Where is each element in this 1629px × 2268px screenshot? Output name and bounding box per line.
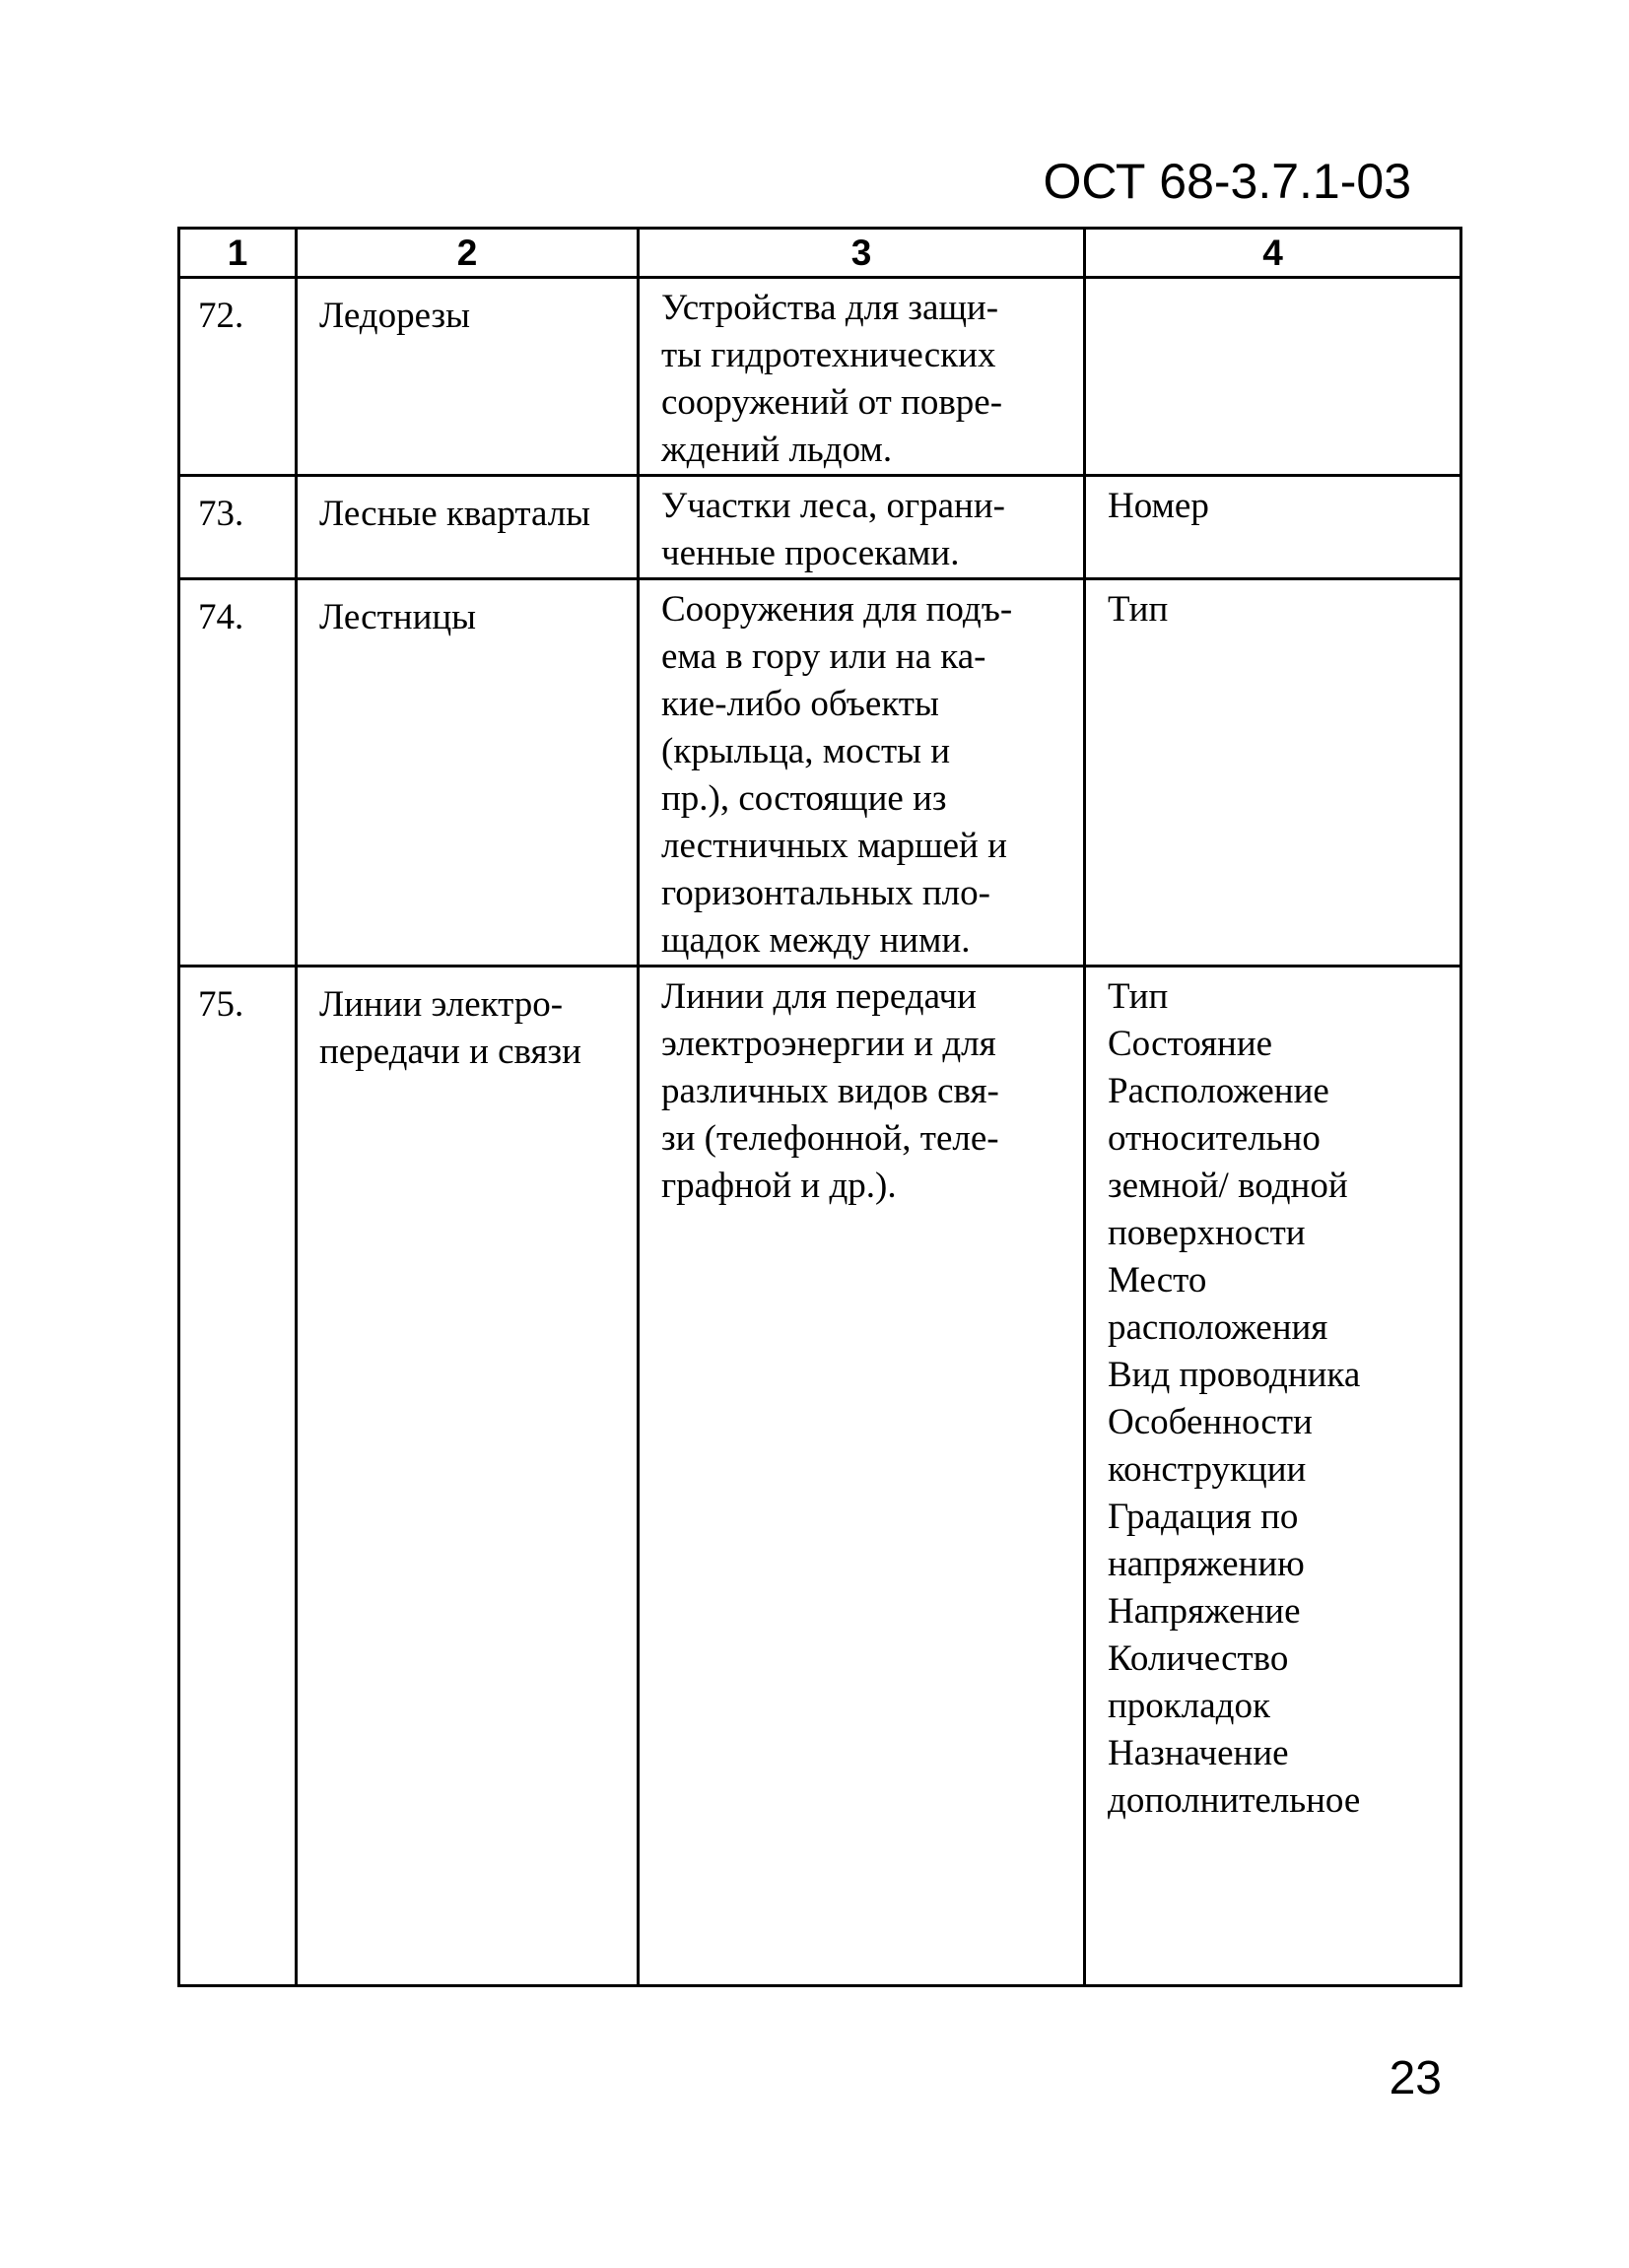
description-cell-line: зи (телефонной, теле- <box>661 1118 999 1159</box>
description-cell-line: Устройства для защи- <box>661 288 999 328</box>
attributes-cell-line: Вид проводника <box>1108 1355 1361 1395</box>
term-cell-line: Лестницы <box>319 597 477 637</box>
description-cell-line: ждений льдом. <box>661 430 893 470</box>
attributes-cell-line: дополнительное <box>1108 1780 1361 1821</box>
attributes-cell-line: Напряжение <box>1108 1591 1301 1632</box>
description-cell-line: ема в гору или на ка- <box>661 636 986 677</box>
description-cell <box>639 967 1085 1986</box>
description-cell-line: Сооружения для подъ- <box>661 589 1013 630</box>
description-cell-line: (крыльца, мосты и <box>661 731 951 771</box>
row-number: 75. <box>179 967 297 1986</box>
attributes-cell-line: Тип <box>1108 589 1169 630</box>
description-cell-line: щадок между ними. <box>661 920 971 961</box>
term-cell-line: Лесные кварталы <box>319 494 591 534</box>
description-cell-line: ты гидротехнических <box>661 335 996 375</box>
attributes-cell-line: Количество <box>1108 1638 1289 1679</box>
attributes-cell <box>1085 967 1461 1986</box>
attributes-cell-line: относительно <box>1108 1118 1321 1159</box>
term-cell-line: Линии электро- <box>319 984 564 1025</box>
column-header-2: 2 <box>297 229 639 278</box>
row-number: 74. <box>179 579 297 967</box>
attributes-cell-line: Место <box>1108 1260 1207 1301</box>
attributes-cell-line: Расположение <box>1108 1071 1329 1111</box>
description-cell-line: различных видов свя- <box>661 1071 999 1111</box>
description-cell <box>639 476 1085 579</box>
table-row <box>179 278 1461 476</box>
attributes-cell-line: напряжению <box>1108 1544 1305 1584</box>
attributes-cell-line: Состояние <box>1108 1024 1273 1064</box>
term-cell-line: передачи и связи <box>319 1032 581 1072</box>
row-number: 73. <box>179 476 297 579</box>
table-row <box>179 476 1461 579</box>
description-cell-line: электроэнергии и для <box>661 1024 996 1064</box>
description-cell <box>639 278 1085 476</box>
table-body <box>179 278 1461 1986</box>
attributes-cell <box>1085 476 1461 579</box>
attributes-cell-line: Особенности <box>1108 1402 1313 1442</box>
attributes-cell-line: поверхности <box>1108 1213 1306 1253</box>
document-code: ОСТ 68-3.7.1-03 <box>1043 154 1411 209</box>
page-number: 23 <box>1389 2052 1442 2104</box>
row-number: 72. <box>179 278 297 476</box>
term-cell-line: Ледорезы <box>319 296 470 336</box>
description-cell-line: кие-либо объекты <box>661 684 939 724</box>
attributes-cell-line: земной/ водной <box>1108 1166 1348 1206</box>
term-cell <box>297 476 639 579</box>
description-cell-line: ченные просеками. <box>661 533 960 573</box>
column-header-3: 3 <box>639 229 1085 278</box>
table-header-row <box>179 229 1461 278</box>
table-row <box>179 579 1461 967</box>
column-header-4: 4 <box>1085 229 1461 278</box>
description-cell-line: сооружений от повре- <box>661 382 1003 423</box>
description-cell-line: графной и др.). <box>661 1166 897 1206</box>
table-row <box>179 967 1461 1986</box>
term-cell <box>297 278 639 476</box>
description-cell-line: Участки леса, ограни- <box>661 486 1005 526</box>
description-cell <box>639 579 1085 967</box>
attributes-cell-line: Номер <box>1108 486 1209 526</box>
attributes-cell-line: конструкции <box>1108 1449 1307 1490</box>
description-cell-line: Линии для передачи <box>661 976 977 1017</box>
attributes-cell-line: Тип <box>1108 976 1169 1017</box>
terms-table <box>177 227 1462 1987</box>
term-cell <box>297 579 639 967</box>
term-cell <box>297 967 639 1986</box>
attributes-cell-line: расположения <box>1108 1307 1328 1348</box>
attributes-cell-line: Назначение <box>1108 1733 1289 1773</box>
attributes-cell-line: Градация по <box>1108 1497 1299 1537</box>
description-cell-line: лестничных маршей и <box>661 826 1007 866</box>
attributes-cell <box>1085 579 1461 967</box>
column-header-1: 1 <box>179 229 297 278</box>
description-cell-line: пр.), состоящие из <box>661 778 947 819</box>
attributes-cell-line: прокладок <box>1108 1686 1270 1726</box>
description-cell-line: горизонтальных пло- <box>661 873 990 913</box>
attributes-cell <box>1085 278 1461 476</box>
